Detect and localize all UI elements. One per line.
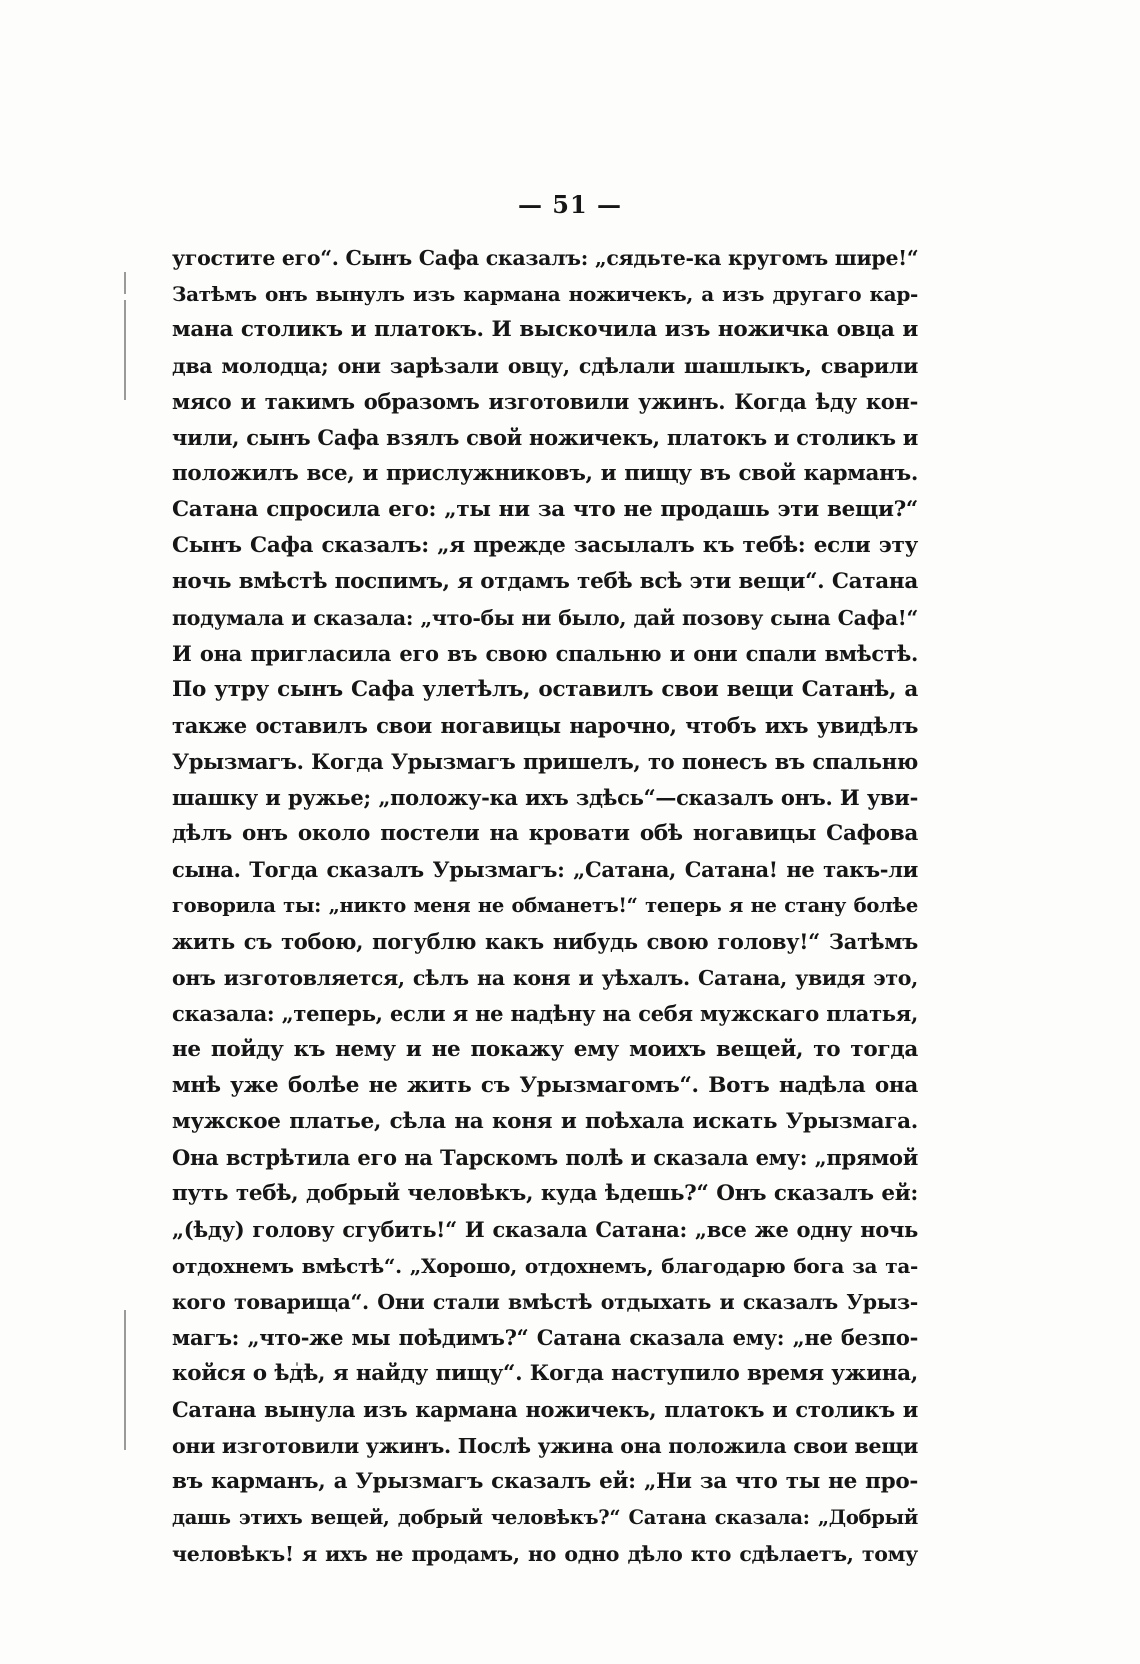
text-line: Сатана вынула изъ кармана ножичекъ, платокъ и столикъ и: [172, 1397, 918, 1422]
text-line: мнѣ уже болѣе не жить съ Урызмагомъ“. Вотъ надѣла она: [172, 1073, 918, 1098]
text-line: дашь этихъ вещей, добрый человѣкъ?“ Сатана сказала: „Добрый: [172, 1506, 918, 1529]
text-line: жить съ тобою, погублю какъ нибудь свою голову!“ Затѣмъ: [172, 929, 918, 954]
text-line: Она встрѣтила его на Тарскомъ полѣ и сказала ему: „прямой: [172, 1145, 918, 1170]
text-line: отдохнемъ вмѣстѣ“. „Хорошо, отдохнемъ, благодарю бога за та-: [172, 1254, 918, 1278]
text-line: путь тебѣ, добрый человѣкъ, куда ѣдешь?“ Онъ сказалъ ей:: [172, 1181, 918, 1206]
body-text: [172, 240, 918, 1572]
page-number: — 51 —: [517, 190, 623, 219]
text-line: Урызмагъ. Когда Урызмагъ пришелъ, то понесъ въ спальню: [172, 749, 918, 774]
text-line: По утру сынъ Сафа улетѣлъ, оставилъ свои вещи Сатанѣ, а: [172, 677, 918, 702]
text-line: Затѣмъ онъ вынулъ изъ кармана ножичекъ, а изъ другаго кар-: [172, 282, 918, 306]
text-line: мана столикъ и платокъ. И выскочила изъ ножичка овца и: [172, 317, 918, 342]
text-line: кого товарища“. Они стали вмѣстѣ отдыхать и сказалъ Урыз-: [172, 1290, 918, 1314]
text-line: также оставилъ свои ногавицы нарочно, чтобъ ихъ увидѣлъ: [172, 713, 918, 738]
text-line: Сынъ Сафа сказалъ: „я прежде засылалъ къ тебѣ: если эту: [172, 533, 918, 558]
text-line: не пойду къ нему и не покажу ему моихъ вещей, то тогда: [172, 1037, 918, 1062]
text-line: подумала и сказала: „что-бы ни было, дай позову сына Сафа!“: [172, 606, 918, 630]
text-line: ночь вмѣстѣ поспимъ, я отдамъ тебѣ всѣ эти вещи“. Сатана: [172, 569, 918, 594]
text-line: говорила ты: „никто меня не обманетъ!“ теперь я не стану болѣе: [172, 894, 918, 917]
text-line: койся о ѣдѣ, я найду пищу“. Когда наступило время ужина,: [172, 1361, 918, 1386]
text-line: положилъ все, и прислужниковъ, и пищу въ свой карманъ.: [172, 461, 918, 486]
text-line: угостите его“. Сынъ Сафа сказалъ: „сядьте-ка кругомъ шире!“: [172, 246, 919, 270]
binding-shadow-mark: [124, 1310, 126, 1450]
text-line: сказала: „теперь, если я не надѣну на себя мужскаго платья,: [172, 1001, 918, 1026]
text-line: мясо и такимъ образомъ изготовили ужинъ. Когда ѣду кон-: [172, 389, 918, 414]
text-line: чили, сынъ Сафа взялъ свой ножичекъ, платокъ и столикъ и: [172, 425, 918, 450]
text-line: въ карманъ, а Урызмагъ сказалъ ей: „Ни за что ты не про-: [172, 1469, 918, 1494]
text-line: шашку и ружье; „положу-ка ихъ здѣсь“—сказалъ онъ. И уви-: [172, 785, 918, 810]
text-line: Сатана спросила его: „ты ни за что не продашь эти вещи?“: [172, 497, 918, 522]
binding-shadow-mark: [124, 300, 126, 400]
text-line: И она пригласила его въ свою спальню и они спали вмѣстѣ.: [172, 641, 918, 666]
text-line: онъ изготовляется, сѣлъ на коня и уѣхалъ. Сатана, увидя это,: [172, 966, 918, 990]
text-line: дѣлъ онъ около постели на кровати обѣ ногавицы Сафова: [172, 821, 918, 846]
text-line: два молодца; они зарѣзали овцу, сдѣлали шашлыкъ, сварили: [172, 354, 918, 378]
text-line: человѣкъ! я ихъ не продамъ, но одно дѣло кто сдѣлаетъ, тому: [172, 1542, 918, 1566]
text-line: „(ѣду) голову сгубить!“ И сказала Сатана: „все же одну ночь: [172, 1217, 918, 1242]
text-line: они изготовили ужинъ. Послѣ ужина она положила свои вещи: [172, 1434, 918, 1458]
text-line: мужское платье, сѣла на коня и поѣхала искать Урызмага.: [172, 1109, 918, 1134]
binding-shadow-mark: [124, 272, 126, 294]
text-line: сына. Тогда сказалъ Урызмагъ: „Сатана, Сатана! не такъ-ли: [172, 857, 918, 882]
text-line: магъ: „что-же мы поѣдимъ?“ Сатана сказала ему: „не безпо-: [172, 1325, 918, 1350]
